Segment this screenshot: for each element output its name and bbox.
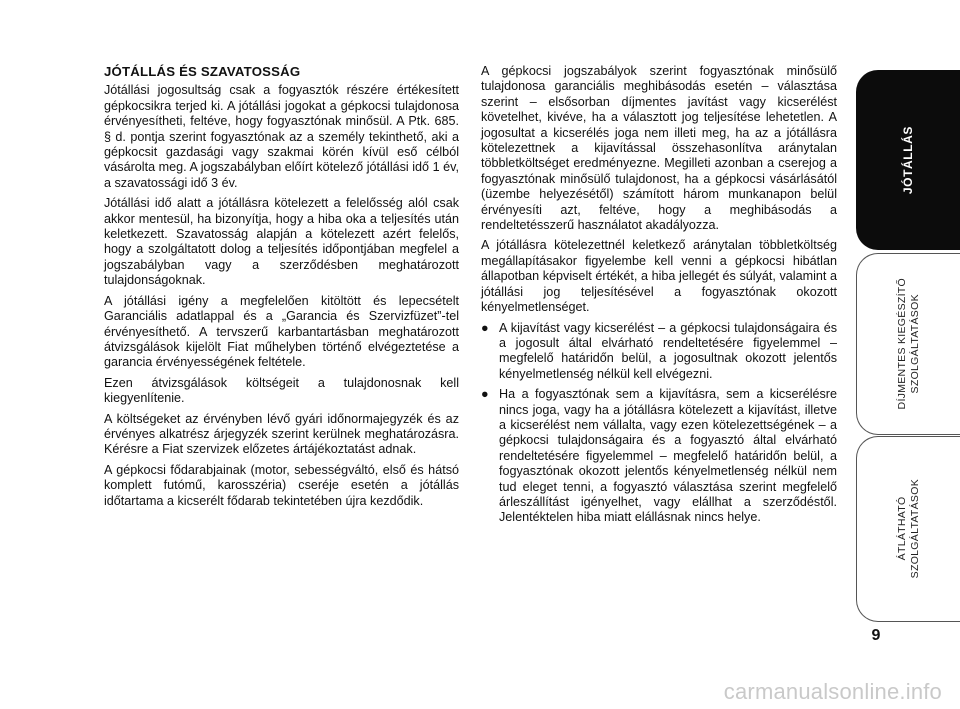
left-column [104, 64, 459, 514]
section-heading: JÓTÁLLÁS ÉS SZAVATOSSÁG [104, 64, 301, 79]
right-column [481, 64, 837, 531]
paragraph: A jótállásra kötelezettnél keletkező aránytalan többletköltség megállapításakor figyelembe kell venni a gépkocsi hibátlan állapotban képviselt értékét, a hiba jellegét és súlyát, valamint a jótállási jog teljesítésével a fogyasztónak okozott kényelmetlenséget. [481, 238, 837, 315]
bullet-icon: ● [481, 320, 489, 335]
tab-label: DÍJMENTES KIEGÉSZÍTŐ SZOLGÁLTATÁSOK [896, 278, 921, 410]
tab-label: JÓTÁLLÁS [900, 125, 915, 195]
tab-jotallas[interactable] [856, 70, 960, 250]
bullet-item [481, 387, 837, 526]
paragraph: A költségeket az érvényben lévő gyári időnormajegyzék és az érvényes alkatrész árjegyzék szerint kerülnek meghatározásra. Kérésre a Fiat szervizek előzetes ártájékoztatást adnak. [104, 411, 459, 457]
paragraph: Jótállási jogosultság csak a fogyasztók részére értékesített gépkocsikra terjed ki. A jótállási jogokat a gépkocsi tulajdonosa érvényesítheti, feltéve, hogy fogyasztónak minősül. A Ptk. 685. § d. pontja szerint fogyasztónak az a személy tekinthető, aki a gépkocsit gazdasági vagy szakmai körén kívül eső célból vásárolta meg. A jogszabályban előírt kötelező jótállási idő 1 év, a szavatossági idő 3 év. [104, 83, 459, 190]
paragraph: A jótállási igény a megfelelően kitöltött és lepecsételt Garanciális adatlappal és a „Garancia és Szervizfüzet”-tel érvényesíthető. A tervszerű karbantartásban meghatározott átvizsgálások kijelölt Fiat műhelyben történő elvégeztetése a garancia érvényességének feltétele. [104, 293, 459, 370]
tab-atlathato-szolgaltatasok[interactable] [856, 436, 960, 622]
paragraph: Ezen átvizsgálások költségeit a tulajdonosnak kell kiegyenlítenie. [104, 375, 459, 406]
page-number: 9 [871, 627, 881, 644]
bullet-icon: ● [481, 387, 489, 402]
tab-dijmentes-szolgaltatasok[interactable] [856, 253, 960, 435]
bullet-item [481, 321, 837, 383]
paragraph: A gépkocsi jogszabályok szerint fogyasztónak minősülő tulajdonosa garanciális meghibásodás esetén – választása szerint – elsősorban díjmentes javítást vagy kicserélést követelhet, kivéve, ha a választott jog teljesítése lehetetlen. A jogosultat a kicserélés joga nem illeti meg, ha az a jótállásra kötelezettnek a kijavítással összehasonlítva aránytalan többletköltséget eredményezne. Megilleti azonban a cserejog a fogyasztónak minősülő tulajdonost, ha a gépkocsi vásárlásától (üzembe helyezésétől) számított három munkanapon belül érvényesíti azt, feltéve, hogy a meghibásodás a rendeltetésszerű használatot akadályozza. [481, 64, 837, 233]
tab-label: ÁTLÁTHATÓ SZOLGÁLTATÁSOK [896, 479, 921, 579]
watermark: carmanualsonline.info [723, 679, 942, 704]
paragraph: A gépkocsi fődarabjainak (motor, sebességváltó, első és hátsó komplett futómű, karosszéria) cseréje esetén a jótállás időtartama a kicserélt fődarab tekintetében újra kezdődik. [104, 462, 459, 508]
bullet-text: A kijavítást vagy kicserélést – a gépkocsi tulajdonságaira és a jogosult által elvárható rendeltetésére figyelemmel – megfelelő határidőn belül, a jogosultnak okozott jelentős kényelmetlenség nélkül kell elvégezni. [499, 320, 837, 381]
bullet-text: Ha a fogyasztónak sem a kijavításra, sem a kicserélésre nincs joga, vagy ha a jótállásra kötelezett a kijavítást, illetve a kicserélést nem vállalta, vagy ezen kötelezettségének – a gépkocsi tulajdonságaira és a fogyasztó által elvárható rendeltetésére figyelemmel – megfelelő határidőn belül, a fogyasztónak okozott jelentős kényelmetlenség nélkül nem tud eleget tenni, a fogyasztó választása szerint megfelelő árleszállítást igényelhet, vagy elállhat a szerződéstől. Jelentéktelen hiba miatt elállásnak nincs helye. [499, 387, 837, 525]
side-tabs [856, 70, 960, 620]
paragraph: Jótállási idő alatt a jótállásra kötelezett a felelősség alól csak akkor mentesül, ha bizonyítja, hogy a hiba oka a teljesítés után keletkezett. Szavatosság alapján a kötelezett azért felelős, hogy a szolgáltatott dolog a teljesítés időpontjában megfelel a jogszabályban vagy a szerződésben meghatározott tulajdonságoknak. [104, 196, 459, 288]
